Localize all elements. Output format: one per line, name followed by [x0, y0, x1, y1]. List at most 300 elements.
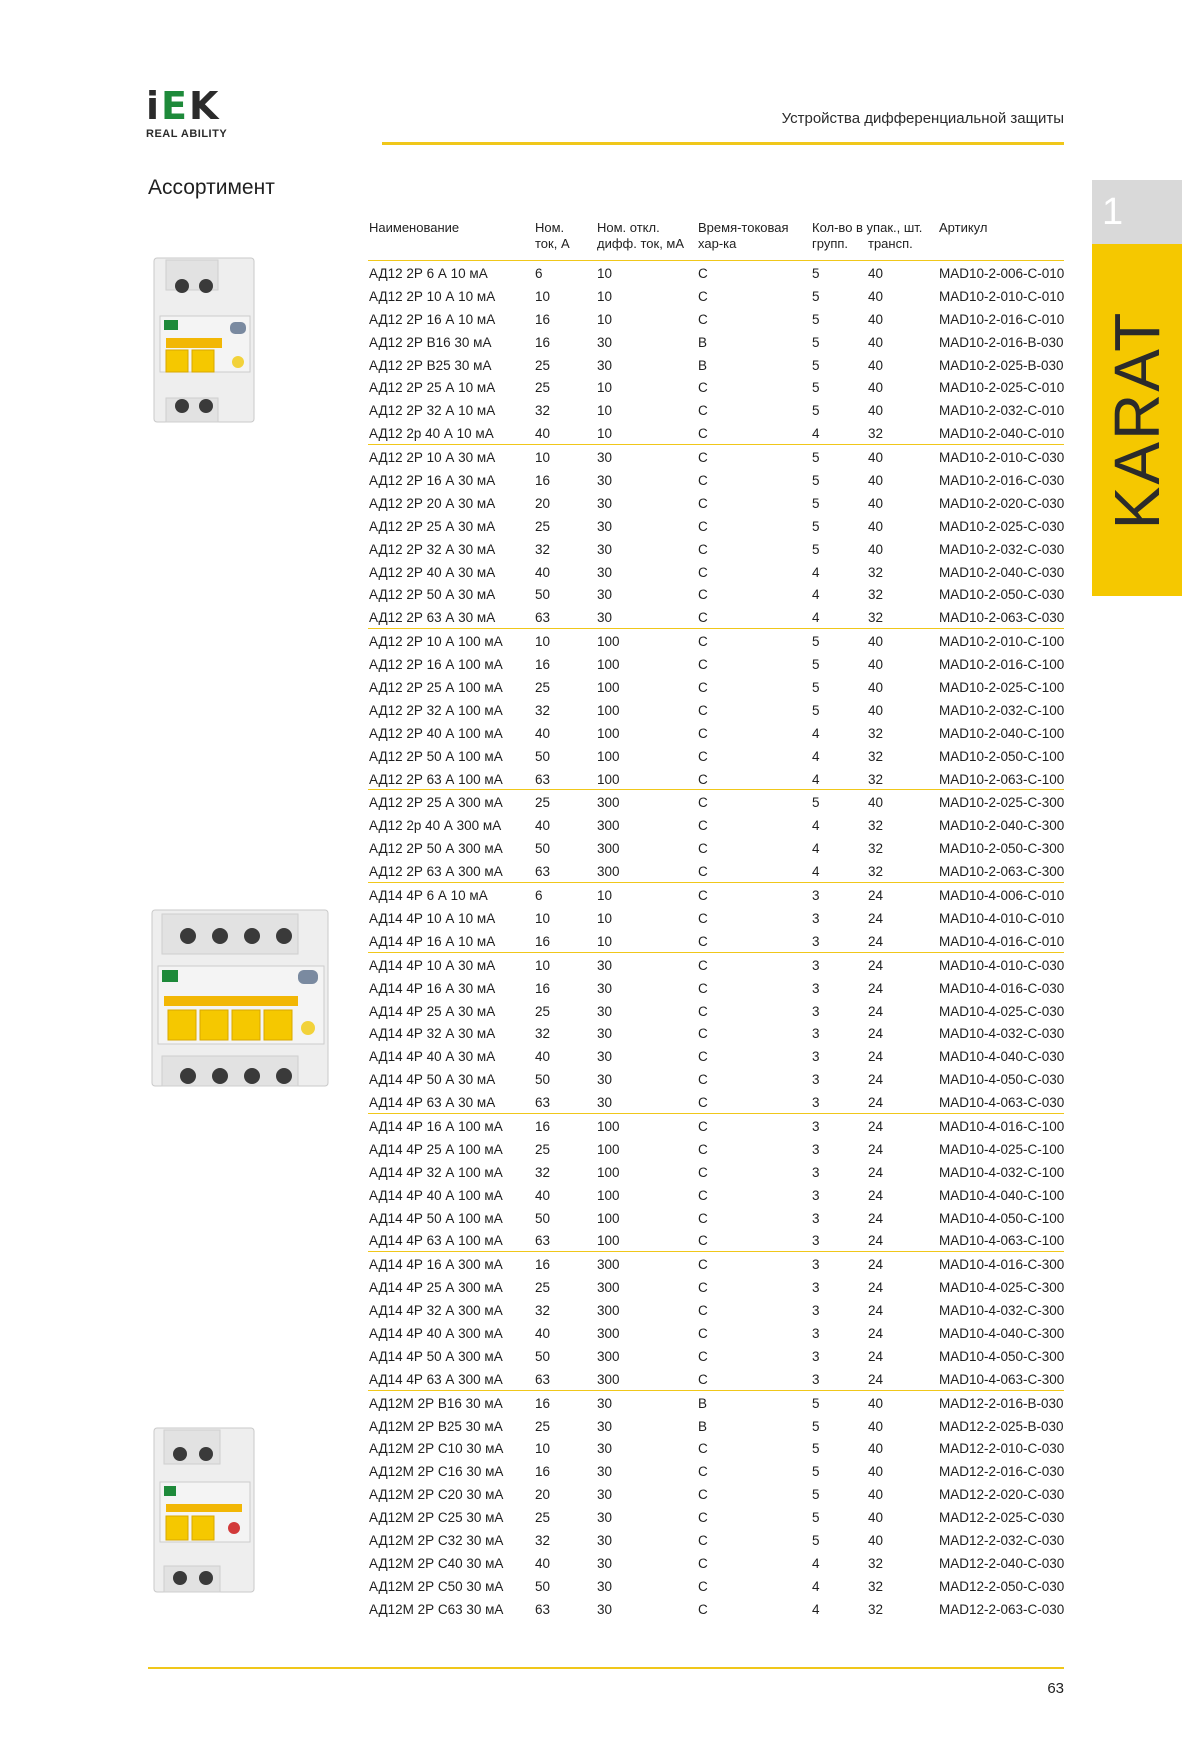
cell-name: АД14 4Р 32 А 300 мА: [369, 1303, 503, 1319]
cell-current: 16: [535, 473, 551, 489]
cell-diff-current: 300: [597, 864, 620, 880]
cell-name: АД12 2Р 16 А 10 мА: [369, 311, 496, 327]
cell-article: MAD10-4-010-C-010: [939, 910, 1065, 926]
cell-name: АД14 4Р 10 А 10 мА: [369, 910, 496, 926]
cell-current: 25: [535, 680, 551, 696]
cell-diff-current: 30: [597, 1601, 613, 1617]
cell-current: 40: [535, 426, 551, 442]
cell-current: 16: [535, 334, 551, 350]
cell-characteristic: C: [698, 403, 708, 419]
cell-name: АД12 2Р 32 А 30 мА: [369, 541, 496, 557]
cell-diff-current: 100: [597, 1141, 620, 1157]
cell-pack-transport: 40: [868, 473, 884, 489]
cell-pack-transport: 24: [868, 980, 884, 996]
table-row: [368, 813, 1064, 836]
cell-diff-current: 100: [597, 1164, 620, 1180]
cell-pack-transport: 24: [868, 1187, 884, 1203]
cell-article: MAD10-2-050-C-300: [939, 841, 1065, 857]
cell-pack-transport: 32: [868, 1601, 884, 1617]
cell-name: АД12 2Р 50 А 100 мА: [369, 748, 503, 764]
header-current-line1: Ном.: [535, 220, 565, 235]
cell-current: 25: [535, 1280, 551, 1296]
cell-name: АД12М 2Р С63 30 мА: [369, 1601, 504, 1617]
cell-article: MAD10-2-025-C-300: [939, 795, 1065, 811]
cell-pack-transport: 24: [868, 1210, 884, 1226]
table-row: [368, 1251, 1064, 1275]
cell-pack-group: 5: [812, 311, 820, 327]
cell-current: 32: [535, 1532, 551, 1548]
cell-pack-transport: 40: [868, 495, 884, 511]
section-title: Устройства дифференциальной защиты: [781, 110, 1064, 127]
cell-pack-group: 5: [812, 288, 820, 304]
cell-characteristic: C: [698, 634, 708, 650]
table-row: [368, 744, 1064, 767]
cell-pack-group: 3: [812, 1049, 820, 1065]
cell-current: 40: [535, 1187, 551, 1203]
table-row: [368, 1528, 1064, 1551]
cell-diff-current: 300: [597, 1257, 620, 1273]
cell-name: АД14 4Р 40 А 100 мА: [369, 1187, 503, 1203]
cell-current: 50: [535, 748, 551, 764]
cell-pack-transport: 32: [868, 426, 884, 442]
table-row: [368, 1183, 1064, 1206]
cell-name: АД12 2Р 16 А 30 мА: [369, 473, 496, 489]
cell-characteristic: C: [698, 564, 708, 580]
cell-current: 25: [535, 357, 551, 373]
cell-characteristic: C: [698, 288, 708, 304]
cell-article: MAD10-2-016-C-030: [939, 473, 1065, 489]
cell-current: 63: [535, 1095, 551, 1111]
cell-characteristic: C: [698, 1003, 708, 1019]
table-row: [368, 1090, 1064, 1113]
cell-characteristic: C: [698, 957, 708, 973]
cell-characteristic: C: [698, 426, 708, 442]
cell-characteristic: C: [698, 1510, 708, 1526]
cell-name: АД12М 2Р С16 30 мА: [369, 1464, 504, 1480]
table-row: [368, 652, 1064, 675]
cell-pack-group: 4: [812, 725, 820, 741]
cell-article: MAD12-2-032-C-030: [939, 1532, 1065, 1548]
table-row: [368, 789, 1064, 813]
header-char-line2: хар-ка: [698, 236, 737, 251]
cell-characteristic: C: [698, 771, 708, 787]
cell-article: MAD10-2-025-B-030: [939, 357, 1064, 373]
cell-name: АД12 2Р В16 30 мА: [369, 334, 492, 350]
cell-name: АД12 2Р 63 А 300 мА: [369, 864, 503, 880]
cell-current: 40: [535, 1049, 551, 1065]
table-header: [368, 212, 1064, 261]
cell-current: 20: [535, 1487, 551, 1503]
cell-characteristic: C: [698, 541, 708, 557]
cell-current: 16: [535, 1118, 551, 1134]
cell-diff-current: 30: [597, 518, 613, 534]
cell-name: АД12 2Р 32 А 100 мА: [369, 702, 503, 718]
cell-characteristic: C: [698, 1233, 708, 1249]
cell-characteristic: C: [698, 311, 708, 327]
cell-pack-group: 3: [812, 1187, 820, 1203]
cell-current: 63: [535, 771, 551, 787]
cell-characteristic: C: [698, 587, 708, 603]
cell-diff-current: 100: [597, 657, 620, 673]
cell-diff-current: 10: [597, 910, 613, 926]
cell-characteristic: C: [698, 518, 708, 534]
table-row: [368, 675, 1064, 698]
cell-pack-transport: 32: [868, 864, 884, 880]
cell-name: АД14 4Р 16 А 10 мА: [369, 933, 496, 949]
cell-characteristic: C: [698, 748, 708, 764]
cell-pack-transport: 24: [868, 1141, 884, 1157]
cell-article: MAD10-4-025-C-300: [939, 1280, 1065, 1296]
cell-pack-group: 3: [812, 1233, 820, 1249]
header-name: Наименование: [369, 220, 460, 235]
cell-pack-transport: 40: [868, 334, 884, 350]
cell-diff-current: 30: [597, 334, 613, 350]
cell-pack-group: 4: [812, 818, 820, 834]
table-row: [368, 353, 1064, 376]
cell-article: MAD10-4-040-C-100: [939, 1187, 1065, 1203]
cell-pack-transport: 24: [868, 1257, 884, 1273]
cell-pack-group: 5: [812, 702, 820, 718]
cell-pack-group: 5: [812, 495, 820, 511]
cell-pack-group: 4: [812, 864, 820, 880]
cell-current: 32: [535, 702, 551, 718]
cell-pack-group: 4: [812, 587, 820, 603]
cell-pack-transport: 40: [868, 1395, 884, 1411]
table-row: [368, 1390, 1064, 1414]
cell-pack-group: 3: [812, 1303, 820, 1319]
table-row: [368, 859, 1064, 882]
cell-pack-transport: 32: [868, 841, 884, 857]
cell-diff-current: 30: [597, 473, 613, 489]
cell-current: 16: [535, 1257, 551, 1273]
cell-article: MAD10-4-032-C-300: [939, 1303, 1065, 1319]
cell-article: MAD10-2-063-C-030: [939, 610, 1065, 626]
cell-diff-current: 30: [597, 1026, 613, 1042]
table-row: [368, 767, 1064, 790]
cell-name: АД14 4Р 16 А 300 мА: [369, 1257, 503, 1273]
cell-current: 50: [535, 1348, 551, 1364]
cell-name: АД12М 2Р С32 30 мА: [369, 1532, 504, 1548]
cell-diff-current: 10: [597, 403, 613, 419]
cell-pack-group: 4: [812, 610, 820, 626]
cell-characteristic: B: [698, 334, 708, 350]
cell-current: 10: [535, 450, 551, 466]
cell-diff-current: 30: [597, 610, 613, 626]
cell-current: 50: [535, 587, 551, 603]
cell-characteristic: C: [698, 1441, 708, 1457]
header-pack-transport: трансп.: [868, 236, 913, 251]
cell-name: АД12 2р 40 А 300 мА: [369, 818, 502, 834]
cell-article: MAD10-2-040-C-300: [939, 818, 1065, 834]
cell-name: АД12 2Р 25 А 100 мА: [369, 680, 503, 696]
logo-tagline: REAL ABILITY: [146, 128, 228, 140]
cell-pack-group: 4: [812, 841, 820, 857]
cell-characteristic: C: [698, 795, 708, 811]
table-row: [368, 491, 1064, 514]
cell-characteristic: C: [698, 266, 708, 281]
cell-current: 20: [535, 495, 551, 511]
cell-article: MAD10-2-016-B-030: [939, 334, 1064, 350]
cell-diff-current: 30: [597, 1395, 613, 1411]
cell-diff-current: 30: [597, 1487, 613, 1503]
cell-current: 25: [535, 518, 551, 534]
cell-current: 63: [535, 1371, 551, 1387]
cell-current: 50: [535, 1072, 551, 1088]
table-row: [368, 1436, 1064, 1459]
cell-name: АД12 2Р 63 А 30 мА: [369, 610, 496, 626]
cell-article: MAD10-2-063-C-300: [939, 864, 1065, 880]
table-row: [368, 560, 1064, 583]
cell-article: MAD12-2-010-C-030: [939, 1441, 1065, 1457]
table-row: [368, 721, 1064, 744]
cell-diff-current: 300: [597, 1303, 620, 1319]
cell-diff-current: 10: [597, 426, 613, 442]
table-row: [368, 976, 1064, 999]
cell-characteristic: C: [698, 450, 708, 466]
cell-article: MAD10-2-025-C-010: [939, 380, 1065, 396]
cell-name: АД12 2Р 20 А 30 мА: [369, 495, 496, 511]
cell-current: 32: [535, 1164, 551, 1180]
cell-article: MAD10-2-040-C-030: [939, 564, 1065, 580]
cell-characteristic: C: [698, 1325, 708, 1341]
table-row: [368, 1551, 1064, 1574]
cell-pack-group: 3: [812, 980, 820, 996]
cell-pack-group: 5: [812, 795, 820, 811]
cell-current: 40: [535, 564, 551, 580]
cell-article: MAD10-4-006-C-010: [939, 888, 1065, 904]
table-row: [368, 999, 1064, 1022]
cell-article: MAD10-4-063-C-030: [939, 1095, 1065, 1111]
cell-current: 16: [535, 980, 551, 996]
cell-pack-transport: 24: [868, 888, 884, 904]
cell-characteristic: C: [698, 933, 708, 949]
cell-pack-group: 5: [812, 1464, 820, 1480]
table-row: [368, 906, 1064, 929]
cell-name: АД14 4Р 63 А 30 мА: [369, 1095, 496, 1111]
table-row: [368, 1344, 1064, 1367]
cell-characteristic: C: [698, 1118, 708, 1134]
cell-pack-group: 3: [812, 1026, 820, 1042]
cell-current: 50: [535, 1210, 551, 1226]
cell-article: MAD12-2-025-C-030: [939, 1510, 1065, 1526]
cell-diff-current: 100: [597, 1118, 620, 1134]
logo-letter-k: K: [189, 84, 218, 128]
cell-pack-group: 3: [812, 1210, 820, 1226]
table-row: [368, 1505, 1064, 1528]
cell-name: АД12 2р 40 А 10 мА: [369, 426, 494, 442]
cell-name: АД12М 2Р С20 30 мА: [369, 1487, 504, 1503]
cell-pack-transport: 24: [868, 1233, 884, 1249]
cell-characteristic: C: [698, 1095, 708, 1111]
cell-name: АД14 4Р 32 А 30 мА: [369, 1026, 496, 1042]
cell-current: 32: [535, 1026, 551, 1042]
cell-characteristic: C: [698, 495, 708, 511]
table-row: [368, 1228, 1064, 1251]
header-current-line2: ток, А: [535, 236, 570, 251]
cell-current: 32: [535, 541, 551, 557]
cell-current: 16: [535, 311, 551, 327]
table-row: [368, 1067, 1064, 1090]
cell-characteristic: C: [698, 1532, 708, 1548]
cell-current: 25: [535, 1418, 551, 1434]
cell-characteristic: C: [698, 1487, 708, 1503]
cell-current: 25: [535, 795, 551, 811]
cell-characteristic: C: [698, 725, 708, 741]
cell-diff-current: 100: [597, 1210, 620, 1226]
table-row: [368, 952, 1064, 976]
cell-current: 10: [535, 910, 551, 926]
cell-name: АД12М 2Р С10 30 мА: [369, 1441, 504, 1457]
cell-diff-current: 300: [597, 1348, 620, 1364]
table-row: [368, 444, 1064, 468]
cell-diff-current: 30: [597, 1441, 613, 1457]
cell-current: 32: [535, 1303, 551, 1319]
iek-logo: [146, 84, 228, 140]
cell-characteristic: B: [698, 1395, 708, 1411]
cell-article: MAD10-4-032-C-030: [939, 1026, 1065, 1042]
cell-pack-transport: 24: [868, 957, 884, 973]
cell-name: АД14 4Р 40 А 300 мА: [369, 1325, 503, 1341]
cell-name: АД12 2Р 16 А 100 мА: [369, 657, 503, 673]
cell-characteristic: C: [698, 1164, 708, 1180]
cell-diff-current: 10: [597, 933, 613, 949]
cell-pack-group: 3: [812, 957, 820, 973]
cell-diff-current: 30: [597, 450, 613, 466]
table-row: [368, 284, 1064, 307]
table-row: [368, 698, 1064, 721]
cell-pack-transport: 32: [868, 1555, 884, 1571]
cell-current: 25: [535, 1141, 551, 1157]
header-char: [698, 220, 789, 252]
cell-article: MAD10-4-016-C-300: [939, 1257, 1065, 1273]
cell-pack-transport: 40: [868, 702, 884, 718]
cell-characteristic: C: [698, 1371, 708, 1387]
cell-pack-group: 5: [812, 541, 820, 557]
cell-name: АД12 2Р 32 А 10 мА: [369, 403, 496, 419]
cell-pack-group: 5: [812, 403, 820, 419]
cell-characteristic: C: [698, 1348, 708, 1364]
table-row: [368, 421, 1064, 444]
cell-diff-current: 30: [597, 1418, 613, 1434]
cell-pack-group: 5: [812, 1418, 820, 1434]
table-row: [368, 1044, 1064, 1067]
table-row: [368, 882, 1064, 906]
cell-pack-group: 3: [812, 1325, 820, 1341]
cell-pack-transport: 40: [868, 634, 884, 650]
table-row: [368, 261, 1064, 284]
cell-characteristic: C: [698, 1303, 708, 1319]
cell-name: АД12 2Р 25 А 10 мА: [369, 380, 496, 396]
cell-current: 32: [535, 403, 551, 419]
cell-pack-transport: 32: [868, 748, 884, 764]
chapter-title-tab: [1092, 244, 1182, 596]
cell-name: АД12 2Р 25 А 300 мА: [369, 795, 503, 811]
cell-pack-group: 3: [812, 1072, 820, 1088]
cell-pack-group: 3: [812, 1118, 820, 1134]
chapter-title: KARAT: [1101, 310, 1173, 530]
cell-characteristic: C: [698, 1601, 708, 1617]
cell-characteristic: C: [698, 1072, 708, 1088]
cell-current: 40: [535, 818, 551, 834]
chapter-number-tab: 1: [1092, 180, 1182, 244]
cell-diff-current: 100: [597, 634, 620, 650]
cell-pack-group: 5: [812, 518, 820, 534]
device-image-ad12: [148, 256, 264, 424]
cell-characteristic: C: [698, 864, 708, 880]
cell-pack-transport: 24: [868, 1026, 884, 1042]
table-row: [368, 1113, 1064, 1137]
cell-pack-transport: 40: [868, 311, 884, 327]
table-row: [368, 1459, 1064, 1482]
cell-name: АД14 4Р 6 А 10 мА: [369, 888, 488, 904]
cell-diff-current: 100: [597, 680, 620, 696]
cell-characteristic: C: [698, 1026, 708, 1042]
cell-article: MAD10-2-010-C-100: [939, 634, 1065, 650]
cell-pack-transport: 24: [868, 1049, 884, 1065]
cell-pack-group: 5: [812, 680, 820, 696]
cell-pack-transport: 40: [868, 357, 884, 373]
table-body: [368, 261, 1064, 1620]
cell-characteristic: C: [698, 1555, 708, 1571]
cell-article: MAD10-4-063-C-300: [939, 1371, 1065, 1387]
header-pack-group: групп.: [812, 236, 849, 251]
cell-diff-current: 300: [597, 1325, 620, 1341]
cell-pack-transport: 24: [868, 910, 884, 926]
cell-pack-group: 4: [812, 426, 820, 442]
cell-name: АД14 4Р 25 А 30 мА: [369, 1003, 496, 1019]
cell-name: АД14 4Р 25 А 300 мА: [369, 1280, 503, 1296]
header-diff-line2: дифф. ток, мА: [597, 236, 685, 251]
cell-current: 16: [535, 1395, 551, 1411]
cell-current: 25: [535, 1510, 551, 1526]
cell-diff-current: 30: [597, 980, 613, 996]
cell-current: 10: [535, 1441, 551, 1457]
cell-pack-group: 5: [812, 634, 820, 650]
cell-article: MAD10-2-016-C-010: [939, 311, 1065, 327]
logo-mark: [146, 84, 227, 128]
cell-pack-group: 5: [812, 1395, 820, 1411]
table-row: [368, 330, 1064, 353]
cell-pack-group: 5: [812, 266, 820, 281]
cell-article: MAD10-2-010-C-010: [939, 288, 1065, 304]
cell-pack-transport: 24: [868, 1118, 884, 1134]
cell-characteristic: C: [698, 1578, 708, 1594]
header-article: Артикул: [939, 220, 988, 235]
cell-characteristic: C: [698, 473, 708, 489]
cell-name: АД12 2Р 10 А 100 мА: [369, 634, 503, 650]
cell-article: MAD10-2-025-C-030: [939, 518, 1065, 534]
cell-pack-group: 5: [812, 657, 820, 673]
cell-current: 16: [535, 933, 551, 949]
cell-characteristic: C: [698, 1049, 708, 1065]
header-pack: [812, 220, 922, 252]
cell-name: АД12 2Р 50 А 300 мА: [369, 841, 503, 857]
cell-diff-current: 100: [597, 771, 620, 787]
cell-diff-current: 10: [597, 380, 613, 396]
cell-article: MAD10-2-016-C-100: [939, 657, 1065, 673]
table-row: [368, 1137, 1064, 1160]
table-row: [368, 1367, 1064, 1390]
cell-diff-current: 10: [597, 888, 613, 904]
cell-current: 6: [535, 266, 543, 281]
table-row: [368, 537, 1064, 560]
cell-article: MAD12-2-025-B-030: [939, 1418, 1064, 1434]
cell-article: MAD10-4-050-C-030: [939, 1072, 1065, 1088]
cell-name: АД12 2Р 10 А 30 мА: [369, 450, 496, 466]
cell-pack-group: 3: [812, 888, 820, 904]
cell-pack-group: 5: [812, 1510, 820, 1526]
cell-diff-current: 10: [597, 288, 613, 304]
